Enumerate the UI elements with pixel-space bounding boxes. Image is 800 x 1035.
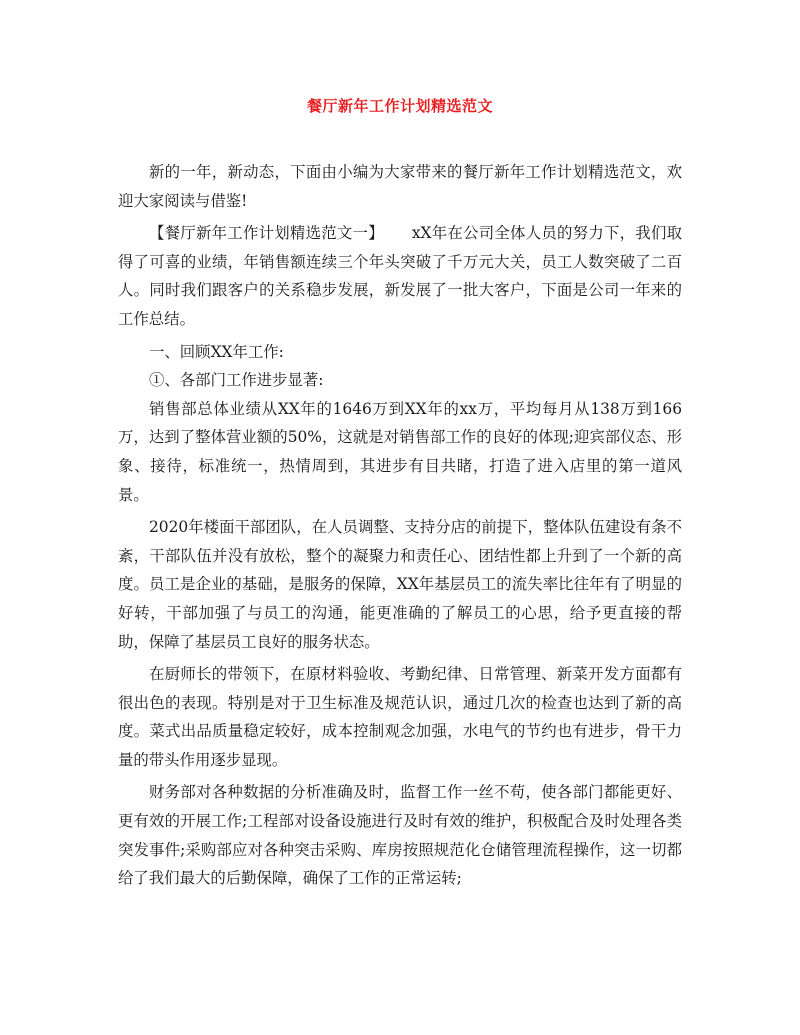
team-paragraph: 2020年楼面干部团队，在人员调整、支持分店的前提下，整体队伍建设有条不紊，干部队伍并没有放松，整个的凝聚力和责任心、团结性都上升到了一个新的高度。员工是企业的基础，是服务的保障，XX年基层员工的流失率比往年有了明显的好转，干部加强了与员工的沟通，能更准确的了解员工的心思，给予更直接的帮助，保障了基层员工良好的服务状态。	[118, 518, 682, 651]
section-intro-text: xX年在公司全体人员的努力下，我们取得了可喜的业绩，年销售额连续三个年头突破了千万元大关，员工人数突破了二百人。同时我们跟客户的关系稳步发展，新发展了一批大客户，下面是公司一年来的工作总结。	[118, 224, 682, 328]
heading-review: 一、回顾XX年工作:	[149, 342, 284, 361]
document-title: 餐厅新年工作计划精选范文	[306, 97, 493, 115]
document-page	[118, 96, 682, 897]
intro-paragraph: 新的一年，新动态，下面由小编为大家带来的餐厅新年工作计划精选范文，欢迎大家阅读与借鉴!	[118, 163, 682, 210]
heading-departments: ①、各部门工作进步显著:	[149, 371, 324, 390]
kitchen-paragraph: 在厨师长的带领下，在原材料验收、考勤纪律、日常管理、新菜开发方面都有很出色的表现。特别是对于卫生标准及规范认识，通过几次的检查也达到了新的高度。菜式出品质量稳定较好，成本控制观念加强，水电气的节约也有进步，骨干力量的带头作用逐步显现。	[118, 665, 682, 769]
finance-paragraph: 财务部对各种数据的分析准确及时，监督工作一丝不苟，使各部门都能更好、更有效的开展工作;工程部对设备设施进行及时有效的维护，积极配合及时处理各类突发事件;采购部应对各种突击采购、库房按照规范化仓储管理流程操作，这一切都给了我们最大的后勤保障，确保了工作的正常运转;	[118, 783, 682, 888]
section-tag: 【餐厅新年工作计划精选范文一】	[149, 224, 384, 243]
section-paragraph	[118, 219, 682, 333]
sales-paragraph: 销售部总体业绩从XX年的1646万到XX年的xx万，平均每月从138万到166万，达到了整体营业额的50%，这就是对销售部工作的良好的体现;迎宾部仪态、形象、接待，标准统一，热情周到，其进步有目共睹，打造了进入店里的第一道风景。	[118, 399, 682, 504]
